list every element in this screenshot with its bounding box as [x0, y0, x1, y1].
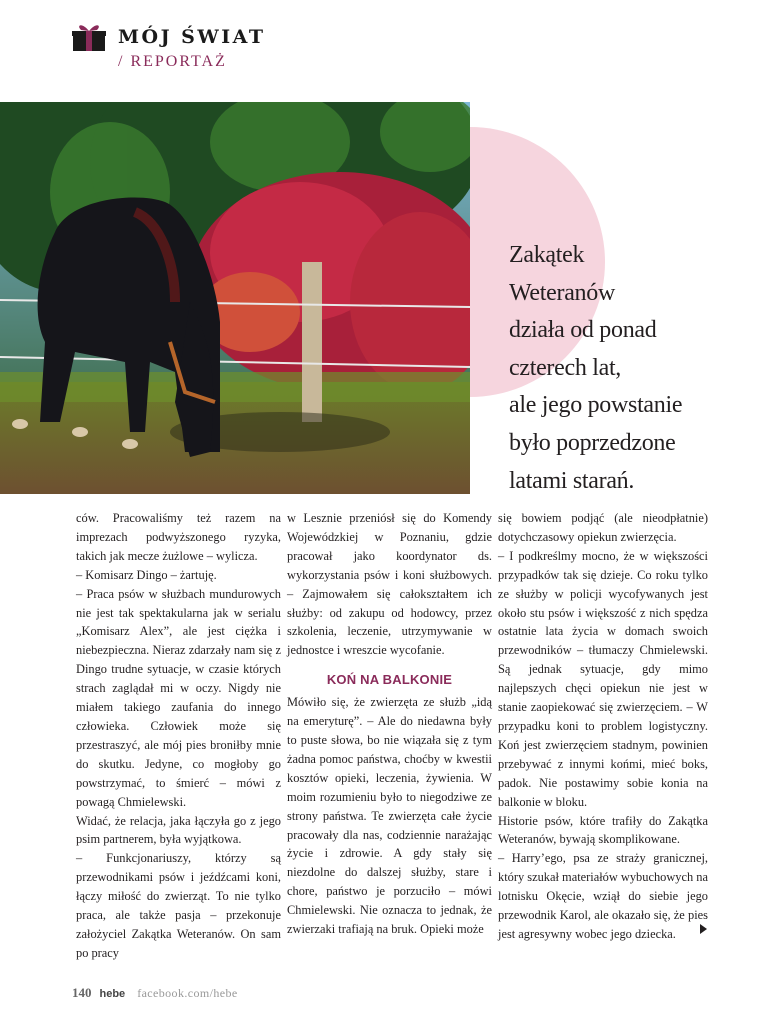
gift-icon	[72, 22, 106, 52]
section-title: MÓJ ŚWIAT	[118, 26, 266, 48]
horse-photo	[0, 102, 470, 494]
facebook-link[interactable]: facebook.com/hebe	[137, 986, 238, 1000]
subheading: KOŃ NA BALKONIE	[326, 672, 453, 688]
brand-logo: hebe	[99, 988, 126, 1000]
article-column-3	[498, 509, 708, 944]
pull-quote-line: latami starań.	[509, 467, 635, 494]
paragraph: – I podkreślmy mocno, że w większości przypadków tak się dzieje. Co roku tylko ze służby w policji wycofywanych jest około stu psów i większość z nich spędza ostatnie lata życia w domach swoich przewodników – tłumaczy Chmielewski. Są jednak sytuacje, gdy mimo najlepszych chęci opiekun nie jest w stanie zaopiekować się zwierzęciem. – W przypadku koni to problem logistyczny. Koń jest zwierzęciem stadnym, powinien przebywać z innymi końmi, mieć boks, padok. Nie postawimy sobie konia na balkonie w bloku.	[498, 548, 708, 809]
pull-quote-line: ale jego powstanie	[509, 392, 683, 419]
pull-quote-line: działa od ponad	[509, 317, 657, 344]
section-subtitle: / REPORTAŻ	[118, 53, 227, 70]
article-column-2	[287, 509, 492, 939]
paragraph: Widać, że relacja, jaka łączyła go z jego psim partnerem, była wyjątkowa.	[76, 813, 281, 847]
paragraph: – Praca psów w służbach mundurowych nie jest tak spektakularna jak w serialu „Komisarz Alex”, ale jest ciężka i niebezpieczna. Nieraz zdarzały nam się z Dingo trudne sytuacje, w czasie których strach zaglądał mi w oczy. Nigdy nie miałem takiego zaufania do innego człowieka. Człowiek może się przestraszyć, ale mój pies broniłby mnie do skutku. Jedyne, co mogłoby go powstrzymać, to śmierć – mówi z powagą Chmielewski.	[76, 586, 281, 809]
paragraph: Historie psów, które trafiły do Zakątka Weteranów, bywają skomplikowane.	[498, 813, 708, 847]
triangle-right-icon	[700, 924, 707, 934]
pull-quote-line: było poprzedzone	[509, 429, 676, 456]
paragraph: Mówiło się, że zwierzęta ze służb „idą na emeryturę”. – Ale do niedawna były to puste słowa, bo nie wiązała się z tym żadna pomoc państwa, choćby w kwestii kosztów opieki, leczenia, żywienia. W moim rozumieniu było to niegodziwe ze strony państwa. Te zwierzęta całe życie pracowały dla nas, codziennie narażając życie i zdrowie. A gdy stały się niezdolne do dalszej służby, stare i chore, państwo je porzuciło – mówi Chmielewski. Nie oznacza to jednak, że zwierzaki trafiają na bruk. Opieki może	[287, 695, 492, 937]
pull-quote	[509, 237, 759, 500]
paragraph: w Lesznie przeniósł się do Komendy Wojewódzkiej w Poznaniu, gdzie pracował jako koordynator ds. wykorzystania psów i koni służbowych. – Zajmowałem się całokształtem ich służby: od zakupu od hodowcy, przez szkolenia, leczenie, utrzymywanie w jednostce i wreszcie wycofanie.	[287, 511, 492, 658]
pull-quote-line: czterech lat,	[509, 354, 622, 381]
article-column-1	[76, 509, 281, 963]
paragraph: – Funkcjonariuszy, którzy są przewodnikami psów i jeźdźcami koni, łączy miłość do zwierząt. To nie tylko praca, ale także pasja – przekonuje założyciel Zakątka Weteranów. On sam po pracy	[76, 851, 281, 960]
pull-quote-line: Zakątek	[509, 242, 585, 268]
pull-quote-line: Weteranów	[509, 279, 615, 306]
page-number: 140	[72, 985, 92, 1000]
paragraph: się bowiem podjąć (ale nieodpłatnie) dotychczasowy opiekun zwierzęcia.	[498, 511, 708, 544]
paragraph: – Harry’ego, psa ze straży granicznej, który szukał materiałów wybuchowych na lotnisku Okęcie, wziął do siebie jego przewodnik Karol, ale okazało się, że pies jest agresywny wobec jego dziecka.	[498, 851, 708, 941]
page-footer	[72, 984, 238, 1002]
paragraph: ców. Pracowaliśmy też razem na imprezach podwyższonego ryzyka, takich jak mecze żużlowe – wylicza.	[76, 511, 281, 563]
paragraph: – Komisarz Dingo – żartuję.	[76, 567, 217, 582]
